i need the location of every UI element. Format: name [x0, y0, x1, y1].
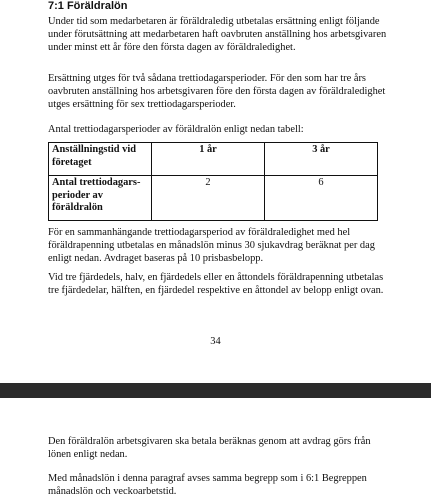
paragraph-monthly-salary-definition: Med månadslön i denna paragraf avses samma begrepp som i 6:1 Begreppen månadslön och veckoarbetstid. — [48, 473, 367, 498]
paragraph-eligibility: Under tid som medarbetaren är föräldraledig utbetalas ersättning enligt följande under förutsättning att medarbetaren haft oavbruten anställning hos arbetsgivaren under minst ett år före den första dagen av föräldraledighet. — [48, 16, 387, 54]
table-row-label: Antal trettiodagars-perioder av föräldralön — [49, 176, 152, 221]
table-row-label-header: Anställningstid vid företaget — [49, 143, 152, 176]
table-column-3-years: 3 år — [265, 143, 378, 176]
paragraph-table-intro: Antal trettiodagarsperioder av föräldralön enligt nedan tabell: — [48, 124, 304, 135]
page-number: 34 — [210, 336, 221, 347]
table-value-3-years: 6 — [265, 176, 378, 221]
paragraph-monthly-deduction: För en sammanhängande trettiodagarsperiod av föräldraledighet med hel föräldrapenning utbetalas en månadslön minus 30 sjukavdrag beräknat per dag enligt nedan. Avdraget baseras på 10 prisbasbelopp. — [48, 227, 375, 265]
paragraph-periods: Ersättning utges för två sådana trettiodagarsperioder. För den som har tre års oavbruten anställning hos arbetsgivaren före den första dagen av föräldraledighet utges ersättning för sex trettiodagarsperioder. — [48, 73, 386, 111]
table-header-row — [49, 143, 378, 176]
section-heading: 7:1 Föräldralön — [48, 0, 128, 12]
paragraph-partial-benefit: Vid tre fjärdedels, halv, en fjärdedels eller en åttondels föräldrapenning utbetalas tre fjärdedelar, hälften, en fjärdedel respektive en åttondel av belopp enligt ovan. — [48, 272, 384, 297]
table-value-1-year: 2 — [152, 176, 265, 221]
table-row — [49, 176, 378, 221]
table-column-1-year: 1 år — [152, 143, 265, 176]
paragraph-deduction-calc: Den föräldralön arbetsgivaren ska betala beräknas genom att avdrag görs från lönen enligt nedan. — [48, 436, 371, 461]
periods-table — [48, 142, 378, 221]
page-separator — [0, 383, 431, 398]
